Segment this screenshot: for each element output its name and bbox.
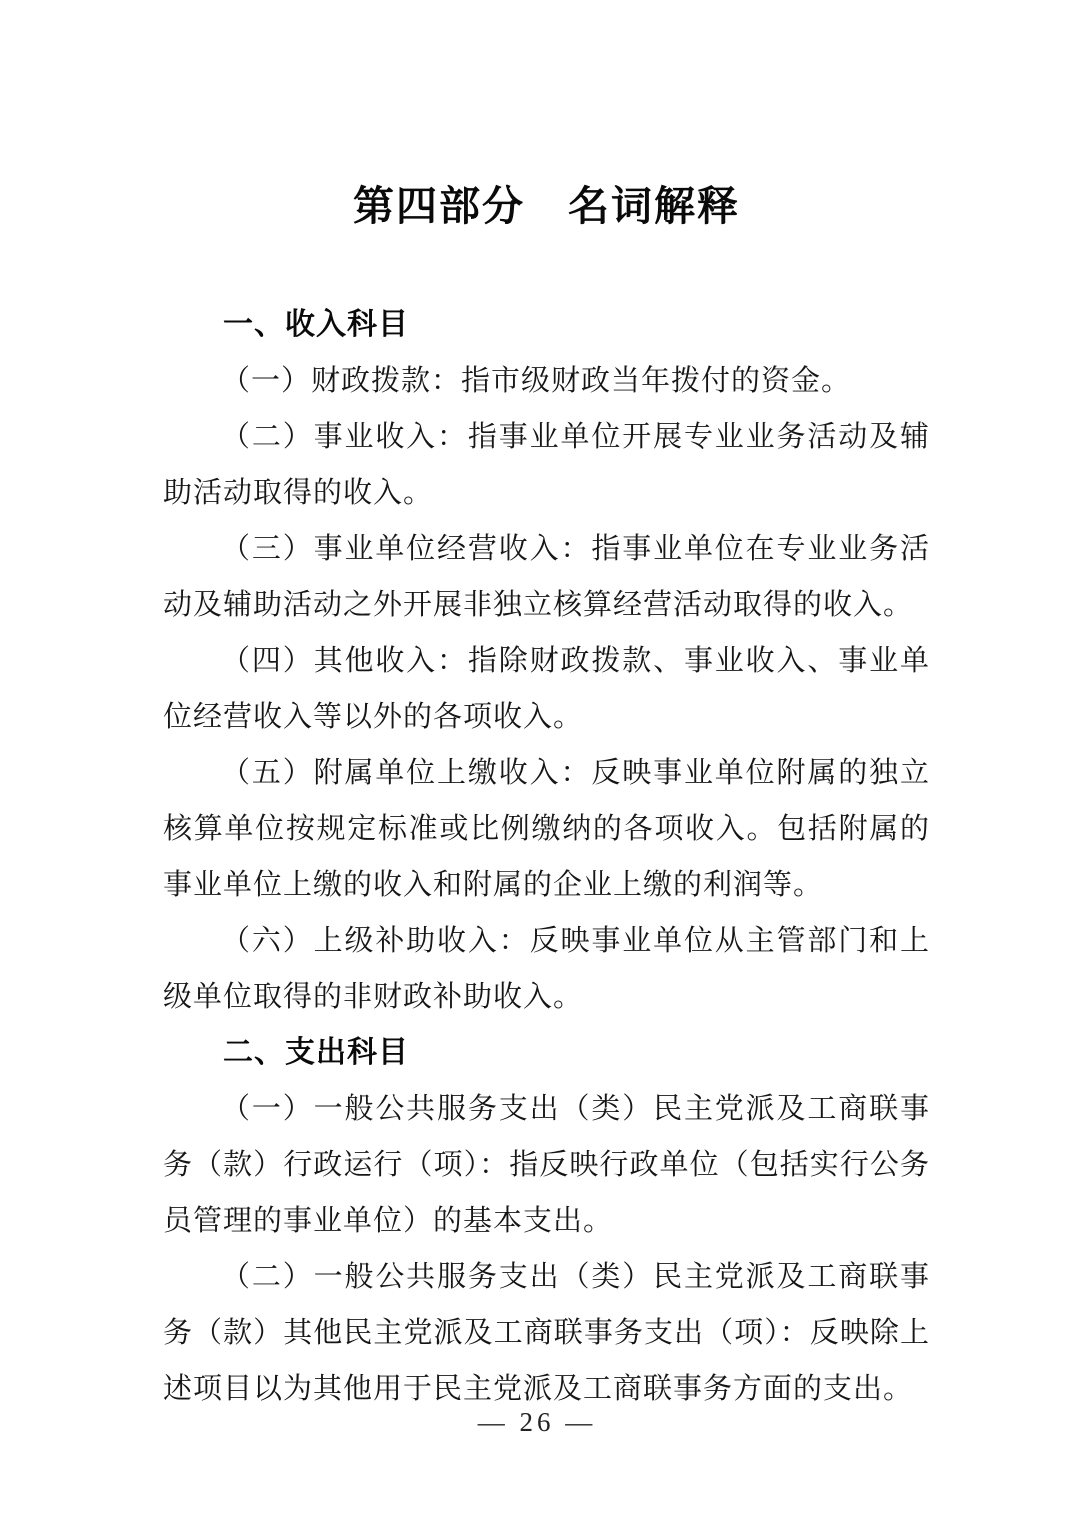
- paragraph-income-6: （六）上级补助收入：反映事业单位从主管部门和上级单位取得的非财政补助收入。: [163, 925, 930, 1013]
- section-heading-income: 一、收入科目: [223, 308, 409, 341]
- paragraph-income-3: （三）事业单位经营收入：指事业单位在专业业务活动及辅助活动之外开展非独立核算经营活动取得的收入。: [163, 533, 930, 621]
- paragraph-income-1: （一）财政拨款：指市级财政当年拨付的资金。: [221, 365, 852, 397]
- section-heading-expense: 二、支出科目: [223, 1036, 409, 1069]
- paragraph-income-5: （五）附属单位上缴收入：反映事业单位附属的独立核算单位按规定标准或比例缴纳的各项收入。包括附属的事业单位上缴的收入和附属的企业上缴的利润等。: [163, 757, 930, 901]
- paragraph-income-2: （二）事业收入：指事业单位开展专业业务活动及辅助活动取得的收入。: [163, 421, 930, 509]
- paragraph-expense-2: （二）一般公共服务支出（类）民主党派及工商联事务（款）其他民主党派及工商联事务支出（项）：反映除上述项目以为其他用于民主党派及工商联事务方面的支出。: [163, 1261, 930, 1405]
- document-body: [163, 297, 930, 1417]
- paragraph-expense-1: （一）一般公共服务支出（类）民主党派及工商联事务（款）行政运行（项）：指反映行政单位（包括实行公务员管理的事业单位）的基本支出。: [163, 1093, 930, 1237]
- page-number: — 26 —: [477, 1407, 597, 1437]
- document-title: 第四部分 名词解释: [353, 183, 740, 229]
- paragraph-income-4: （四）其他收入：指除财政拨款、事业收入、事业单位经营收入等以外的各项收入。: [163, 645, 930, 733]
